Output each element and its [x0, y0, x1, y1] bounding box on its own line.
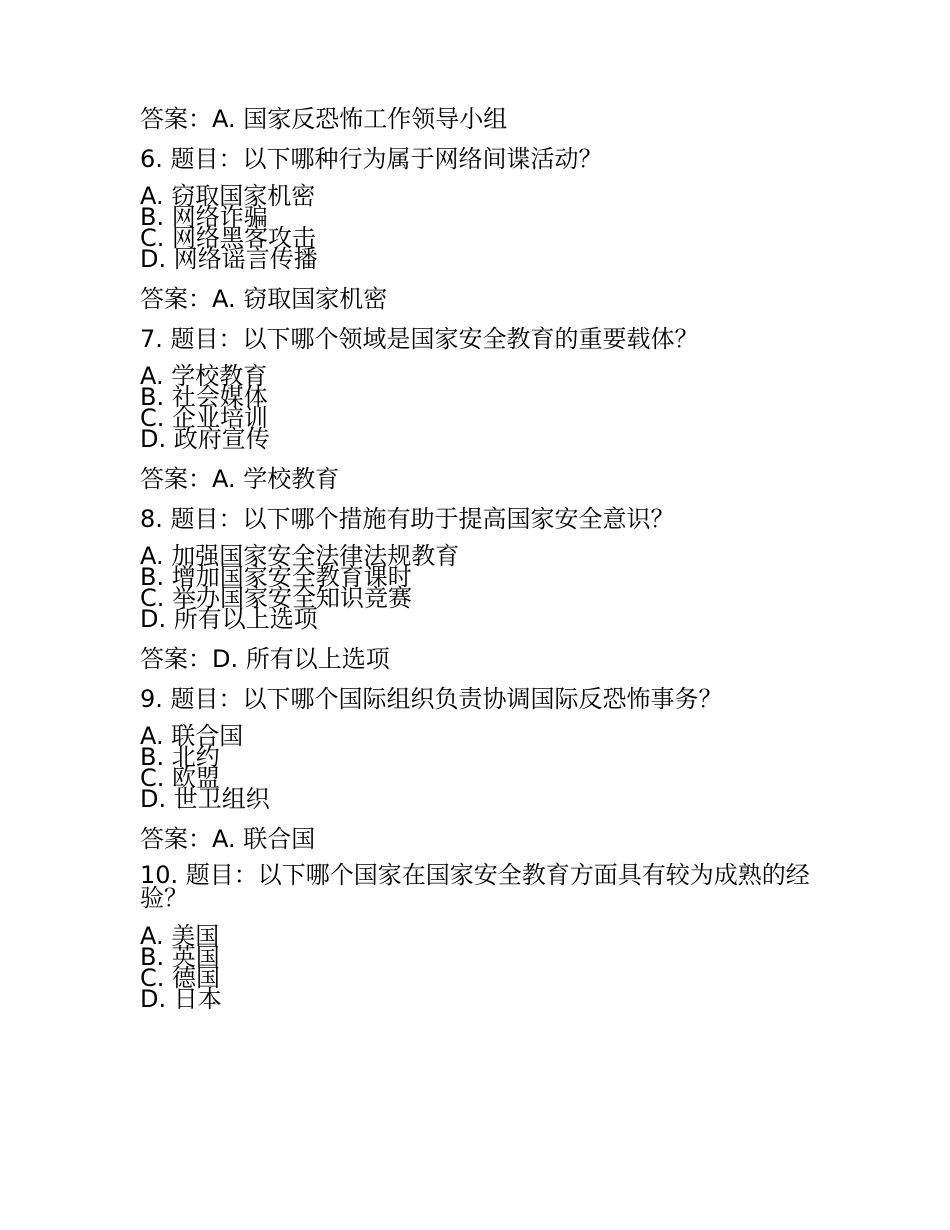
option-8d: D. 所有以上选项: [140, 605, 318, 633]
options-7: [140, 362, 820, 453]
options-6: [140, 182, 820, 273]
options-10: [140, 922, 820, 1013]
option-6a: A. 窃取国家机密: [140, 182, 316, 210]
question-7: 7. 题目：以下哪个领域是国家安全教育的重要载体？: [140, 325, 699, 353]
option-7b: B. 社会媒体: [140, 383, 268, 411]
answer-8: 答案：D. 所有以上选项: [140, 645, 390, 673]
options-9: [140, 722, 820, 813]
option-10d: D. 日本: [140, 985, 222, 1013]
option-9d: D. 世卫组织: [140, 785, 270, 813]
option-10c: C. 德国: [140, 964, 221, 992]
question-6: 6. 题目：以下哪种行为属于网络间谍活动？: [140, 145, 603, 173]
question-10: 10. 题目：以下哪个国家在国家安全教育方面具有较为成熟的经验？: [140, 861, 810, 912]
option-7c: C. 企业培训: [140, 404, 269, 432]
question-8: 8. 题目：以下哪个措施有助于提高国家安全意识？: [140, 505, 675, 533]
option-9c: C. 欧盟: [140, 764, 221, 792]
option-6d: D. 网络谣言传播: [140, 245, 318, 273]
option-8b: B. 增加国家安全教育课时: [140, 563, 412, 591]
answer-7: 答案：A. 学校教育: [140, 465, 340, 493]
answer-6: 答案：A. 窃取国家机密: [140, 285, 388, 313]
option-9a: A. 联合国: [140, 722, 244, 750]
document-page: [140, 104, 820, 1024]
option-10b: B. 英国: [140, 943, 220, 971]
answer-5: 答案：A. 国家反恐怖工作领导小组: [140, 105, 508, 133]
answer-9: 答案：A. 联合国: [140, 825, 316, 853]
option-9b: B. 北约: [140, 743, 220, 771]
option-6b: B. 网络诈骗: [140, 203, 268, 231]
question-9: 9. 题目：以下哪个国际组织负责协调国际反恐怖事务？: [140, 685, 723, 713]
option-8c: C. 举办国家安全知识竞赛: [140, 584, 413, 612]
options-8: [140, 542, 820, 633]
option-8a: A. 加强国家安全法律法规教育: [140, 542, 460, 570]
option-7d: D. 政府宣传: [140, 425, 270, 453]
option-10a: A. 美国: [140, 922, 220, 950]
option-6c: C. 网络黑客攻击: [140, 224, 317, 252]
option-7a: A. 学校教育: [140, 362, 268, 390]
